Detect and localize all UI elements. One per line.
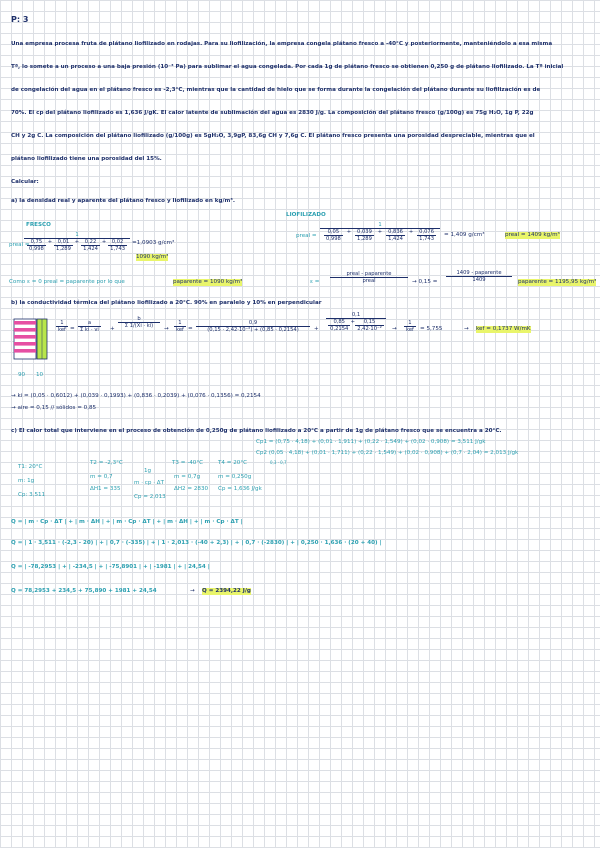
porosity-fractions: → aire = 0,15 // sólidos = 0,85 [11, 405, 97, 411]
ki-calculation: → ki = (0,05 · 0,6012) + (0,039 · 0,1993) + (0,836 · 0,2039) + (0,076 · 0,1356) = 0,2154 [11, 393, 261, 399]
state-2-dh: ΔH1 = 335 [90, 486, 121, 492]
state-1-m: m: 1g [18, 478, 35, 484]
arrow: → [164, 326, 169, 332]
parallel-term: $\frac{0,9}{\text{(0,15 · 2,42·10⁻²) + (0,85 · 0,2154)}}$ [196, 320, 310, 333]
kef-perp: $\frac{b}{\Sigma 1/(Xi \cdot ki)}$ [118, 316, 160, 329]
heat-equation-sum: Q = 78,2953 + 234,5 + 75,890 + 1981 + 24,54 [11, 588, 157, 594]
fresco-density-result-kgm3: 1090 kg/m³ [136, 254, 169, 260]
state-3-dh: ΔH2 = 2830 [174, 486, 209, 492]
part-a-title: a) la densidad real y aparente del plátano fresco y liofilizado en kg/m³. [11, 198, 235, 204]
statement-line: CH y 2g C. La composición del plátano liofilizado (g/100g) es 5gH₂O, 3,9gP, 83,6g CH y 7,6g C. El plátano fresco presenta una porosidad despreciable, mientras que el [11, 133, 535, 139]
liofilizado-label: LIOFILIZADO [286, 212, 326, 218]
perpendicular-term: 0,1 $\frac{0,85}{0,2154}$ + $\frac{0,15}{\text{2,42·10⁻²}}$ [326, 312, 386, 332]
fresco-density-result-gcm3: =1,0903 g/cm³ [132, 240, 175, 246]
cp2-calculation: Cp2 (0,05 · 4,18) + (0,01 · 1,711) + (0,22 · 1,549) + (0,02 · 0,908) + (0,7 · 2,04) = 2,013 J/gk [256, 450, 519, 456]
porosity-fraction-2: 1409 - paparente 1409 [446, 270, 512, 283]
eq-sign: = [70, 326, 75, 332]
heat-equation-general: Q = | m · Cp · ΔT | + | m · ΔH | + | m · Cp · ΔT | + | m · ΔH | + | m · Cp · ΔT | [11, 519, 243, 525]
part-b-title: b) la conductividad térmica del plátano liofilizado a 20°C. 90% en paralelo y 10% en perpendicular [11, 300, 322, 306]
porosity-fresco-result: paparente = 1090 kg/m³ [173, 279, 243, 285]
state-4-t: T4 = 20°C [218, 460, 248, 466]
liof-density-result-kgm3: preal = 1409 kg/m³ [505, 232, 560, 238]
preal-label-liof: preal = [296, 233, 317, 239]
liof-density-result: = 1,409 g/cm³ [444, 232, 485, 238]
porosity-liof-label: ε = [310, 279, 320, 285]
label-90: 90 [18, 372, 26, 378]
heat-equation-evaluated: Q = | -78,2953 | + | -234,5 | + | -75,8901 | + | -1981 | + | 24,54 | [11, 564, 210, 570]
state-4-m: m = 0,250g [218, 474, 252, 480]
perpendicular-layers [14, 319, 36, 359]
kef-lhs: 1 kef [58, 320, 66, 333]
state-3-t: T3 = -40°C [172, 460, 204, 466]
statement-line: de congelación del agua en el plátano fresco es -2,3°C, mientras que la cantidad de hielo que se forma durante la congelación del plátano durante su liofilización es de [11, 87, 541, 93]
part-c-title: c) El calor total que interviene en el proceso de obtención de 0,250g de plátano liofilizado a 20°C a partir de 1g de plátano fresco que se encuentra a 20°C. [11, 428, 502, 434]
kef-lhs-3: 1 kef [406, 320, 414, 333]
preal-label-fresco: preal = [9, 242, 30, 248]
state-4-cp: Cp = 1,636 J/gk [218, 486, 262, 492]
layer-diagram [13, 318, 49, 360]
state-mid-label: 1g [144, 468, 152, 474]
plus-sign: + [110, 326, 115, 332]
calcular-heading: Calcular: [11, 179, 39, 185]
statement-line: Una empresa procesa fruta de plátano liofilizado en rodajas. Para su liofilización, la empresa congela plátano fresco a -40°C y posteriormente, manteniéndolo a esa misma [11, 41, 553, 47]
plus-sign: + [314, 326, 319, 332]
porosity-liof-result: paparente = 1195,95 kg/m³ [518, 279, 597, 285]
state-mid-label-2: m · cp · ΔT [134, 480, 164, 486]
label-10: 10 [36, 372, 44, 378]
statement-line: Tª, lo somete a un proceso a una baja presión (10⁻³ Pa) para sublimar el agua congelada. Por cada 1g de plátano fresco se obtienen 0,250 g de plátano liofilizado. La Tª inicial [11, 64, 564, 70]
cp-note: 0,3 · 0,7 [270, 460, 287, 465]
fresco-density-fraction: 1 $\frac{0,75}{0,998}$ + $\frac{0,01}{1,289}$ + $\frac{0,22}{1,424}$ + $\frac{0,02}{1,743}$ [24, 232, 130, 252]
page-label: P: 3 [11, 15, 29, 24]
state-1-t: T1: 20°C [18, 464, 43, 470]
heat-equation-substituted: Q = | 1 · 3,511 · (-2,3 - 20) | + | 0,7 · (-335) | + | 1 · 2,013 · (-40 + 2,3) | + | 0,7 · (-2830) | + | 0,250 · 1,636 · (20 + 40) | [11, 540, 382, 546]
cp2-label: Cp = 2,013 [134, 494, 166, 500]
state-3-m: m = 0,7g [174, 474, 201, 480]
state-2-m: m = 0,7 [90, 474, 113, 480]
state-1-cp: Cp: 3,511 [18, 492, 46, 498]
statement-line: plátano liofilizado tiene una porosidad del 15%. [11, 156, 162, 162]
statement-line: 70%. El cp del plátano liofilizado es 1,636 J/gK. El calor latente de sublimación del agua es 2830 J/g. La composición del plátano fresco (g/100g) es 75g H₂O, 1g P, 22g [11, 110, 534, 116]
state-2-t: T2 = -2,3°C [90, 460, 123, 466]
arrow: → [392, 326, 397, 332]
kef-general: $\frac{a}{\text{Σ ki · vi}}$ [80, 320, 99, 333]
porosity-fresco-text: Como ε = 0 preal = paparente por lo que [9, 279, 125, 285]
eq-sign: = [188, 326, 193, 332]
porosity-mid: → 0,15 = [412, 279, 438, 285]
liof-density-fraction: 1 $\frac{0,05}{0,998}$ + $\frac{0,039}{1,289}$ + $\frac{0,836}{1,424}$ + $\frac{0,076}{1,743}$ [320, 222, 440, 242]
fresco-label: FRESCO [26, 222, 51, 228]
porosity-fraction-1: preal - paparente preal [330, 271, 408, 284]
arrow: → [190, 588, 195, 594]
heat-total-result: Q = 2394,22 J/g [202, 588, 251, 594]
kef-inverse-result: = 5,755 [420, 326, 443, 332]
arrow: → [464, 326, 469, 332]
kef-result: kef = 0,1737 W/mK [476, 326, 531, 332]
kef-lhs-2: 1 kef [176, 320, 184, 333]
cp1-calculation: Cp1 = (0,75 · 4,18) + (0,01 · 1,911) + (0,22 · 1,549) + (0,02 · 0,908) = 3,511 J/gk [256, 439, 486, 445]
